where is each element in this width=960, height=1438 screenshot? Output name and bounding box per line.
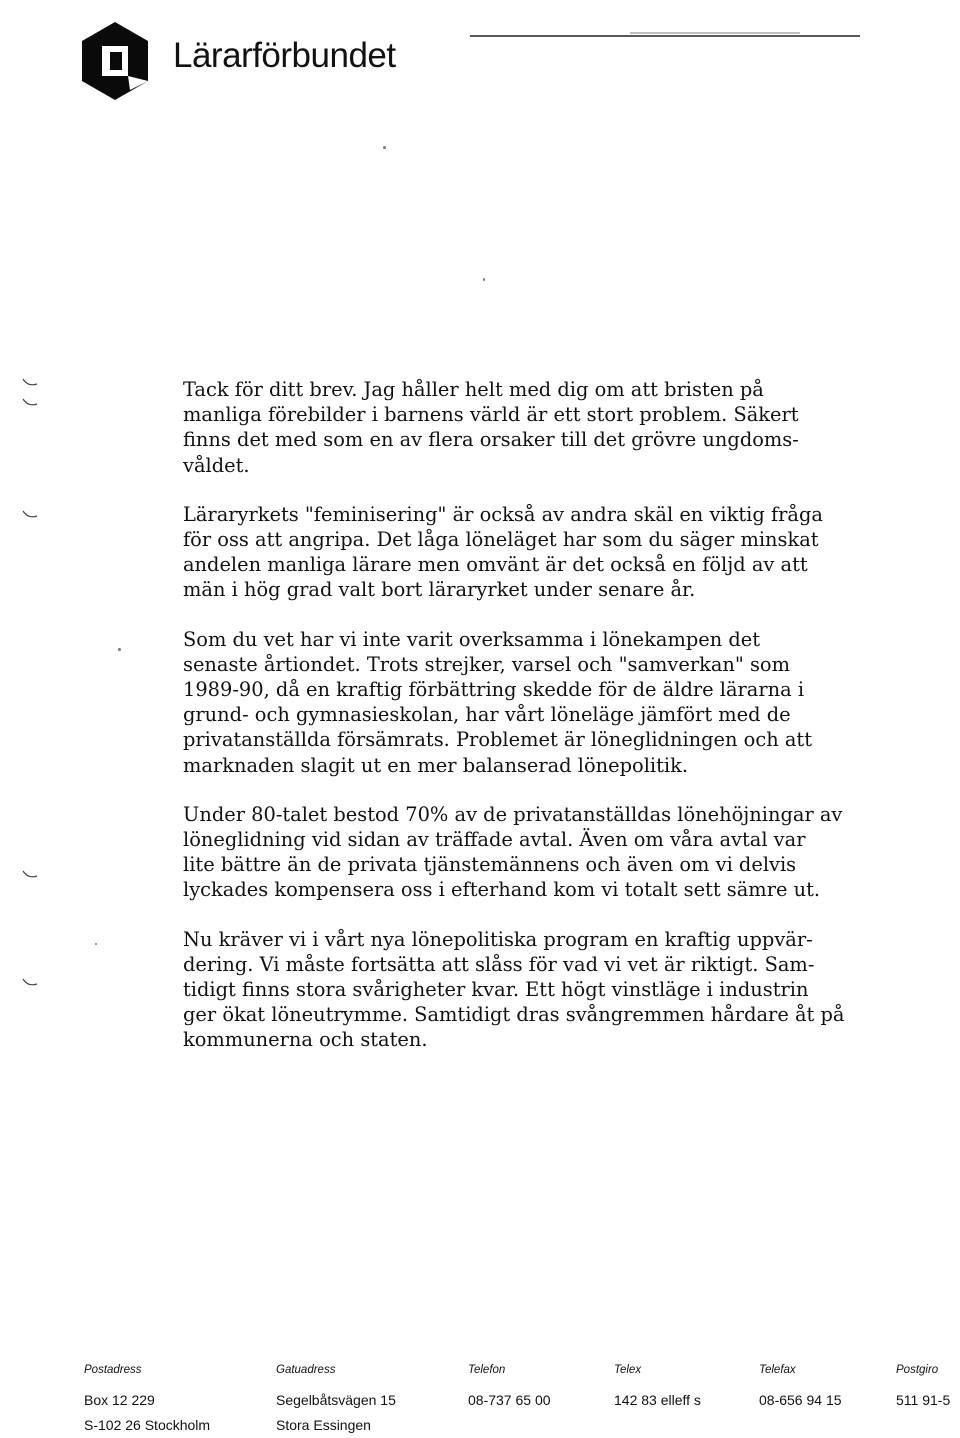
margin-mark xyxy=(22,398,38,408)
text-line: andelen manliga lärare men omvänt är det också en följd av att xyxy=(183,553,808,577)
footer-telex xyxy=(614,1364,701,1413)
paragraph xyxy=(183,927,863,1053)
footer-value: 08-656 94 15 xyxy=(759,1392,842,1408)
text-line: Under 80-talet bestod 70% av de privatanställdas lönehöjningar av xyxy=(183,802,843,826)
text-line: Som du vet har vi inte varit overksamma i lönekampen det xyxy=(183,627,761,651)
footer-label: Telefon xyxy=(468,1364,506,1376)
footer-value: 511 91-5 xyxy=(896,1392,951,1408)
footer-label: Gatuadress xyxy=(276,1364,336,1376)
footer-value: S-102 26 Stockholm xyxy=(84,1417,211,1433)
footer-value: 08-737 65 00 xyxy=(468,1392,551,1408)
footer-label: Telefax xyxy=(759,1364,796,1376)
paragraph xyxy=(183,802,863,903)
scan-speck xyxy=(95,943,97,945)
footer-value: Segelbåtsvägen 15 xyxy=(276,1392,396,1408)
text-line: våldet. xyxy=(183,453,250,477)
paragraph xyxy=(183,377,863,478)
text-line: Tack för ditt brev. Jag håller helt med dig om att bristen på xyxy=(183,378,764,401)
margin-mark xyxy=(22,378,38,388)
footer-telefax xyxy=(759,1364,842,1413)
footer-label: Telex xyxy=(614,1364,642,1376)
margin-mark xyxy=(22,978,38,988)
text-line: kommunerna och staten. xyxy=(183,1028,428,1052)
letter-body xyxy=(183,377,863,1077)
footer-value: 142 83 elleff s xyxy=(614,1392,701,1408)
footer-label: Postgiro xyxy=(896,1364,939,1376)
text-line: män i hög grad valt bort läraryrket under senare år. xyxy=(183,578,696,602)
text-line: 1989-90, då en kraftig förbättring skedde för de äldre lärarna i xyxy=(183,678,805,702)
letterhead-footer xyxy=(84,1364,960,1433)
text-line: senaste årtiondet. Trots strejker, varsel och "samverkan" som xyxy=(183,652,790,676)
footer-value: Box 12 229 xyxy=(84,1392,155,1408)
lararforbundet-logo-icon xyxy=(80,20,150,102)
text-line: lyckades kompensera oss i efterhand kom vi totalt sett sämre ut. xyxy=(183,878,821,902)
footer-gatuadress xyxy=(276,1364,396,1438)
footer-value: Stora Essingen xyxy=(276,1417,371,1433)
text-line: ger ökat löneutrymme. Samtidigt dras svångremmen hårdare åt på xyxy=(183,1003,845,1027)
text-line: dering. Vi måste fortsätta att slåss för vad vi vet är riktigt. Sam- xyxy=(183,952,815,976)
text-line: marknaden slagit ut en mer balanserad lönepolitik. xyxy=(183,753,688,777)
footer-postgiro xyxy=(896,1364,950,1413)
text-line: Läraryrkets "feminisering" är också av andra skäl en viktig fråga xyxy=(183,502,823,526)
paragraph xyxy=(183,627,863,778)
scan-speck xyxy=(118,648,121,651)
footer-label: Postadress xyxy=(84,1364,142,1376)
header-rule xyxy=(470,28,860,42)
text-line: manliga förebilder i barnens värld är ett stort problem. Säkert xyxy=(183,403,799,427)
footer-postadress xyxy=(84,1364,210,1438)
text-line: löneglidning vid sidan av träffade avtal. Även om våra avtal var xyxy=(183,828,806,852)
scan-speck xyxy=(383,146,386,149)
text-line: finns det med som en av flera orsaker till det grövre ungdoms- xyxy=(183,428,799,452)
text-line: privatanställda försämrats. Problemet är löneglidningen och att xyxy=(183,728,813,752)
text-line: Nu kräver vi i vårt nya lönepolitiska program en kraftig uppvär- xyxy=(183,927,813,951)
text-line: för oss att angripa. Det låga löneläget har som du säger minskat xyxy=(183,528,819,552)
footer-telefon xyxy=(468,1364,551,1413)
scan-speck xyxy=(483,278,485,281)
paragraph xyxy=(183,502,863,603)
organization-name: Lärarförbundet xyxy=(173,36,396,75)
margin-mark xyxy=(22,870,38,880)
text-line: lite bättre än de privata tjänstemännens och även om vi delvis xyxy=(183,853,797,877)
text-line: grund- och gymnasieskolan, har vårt löneläge jämfört med de xyxy=(183,703,791,727)
text-line: tidigt finns stora svårigheter kvar. Ett högt vinstläge i industrin xyxy=(183,978,809,1002)
margin-mark xyxy=(22,510,38,520)
